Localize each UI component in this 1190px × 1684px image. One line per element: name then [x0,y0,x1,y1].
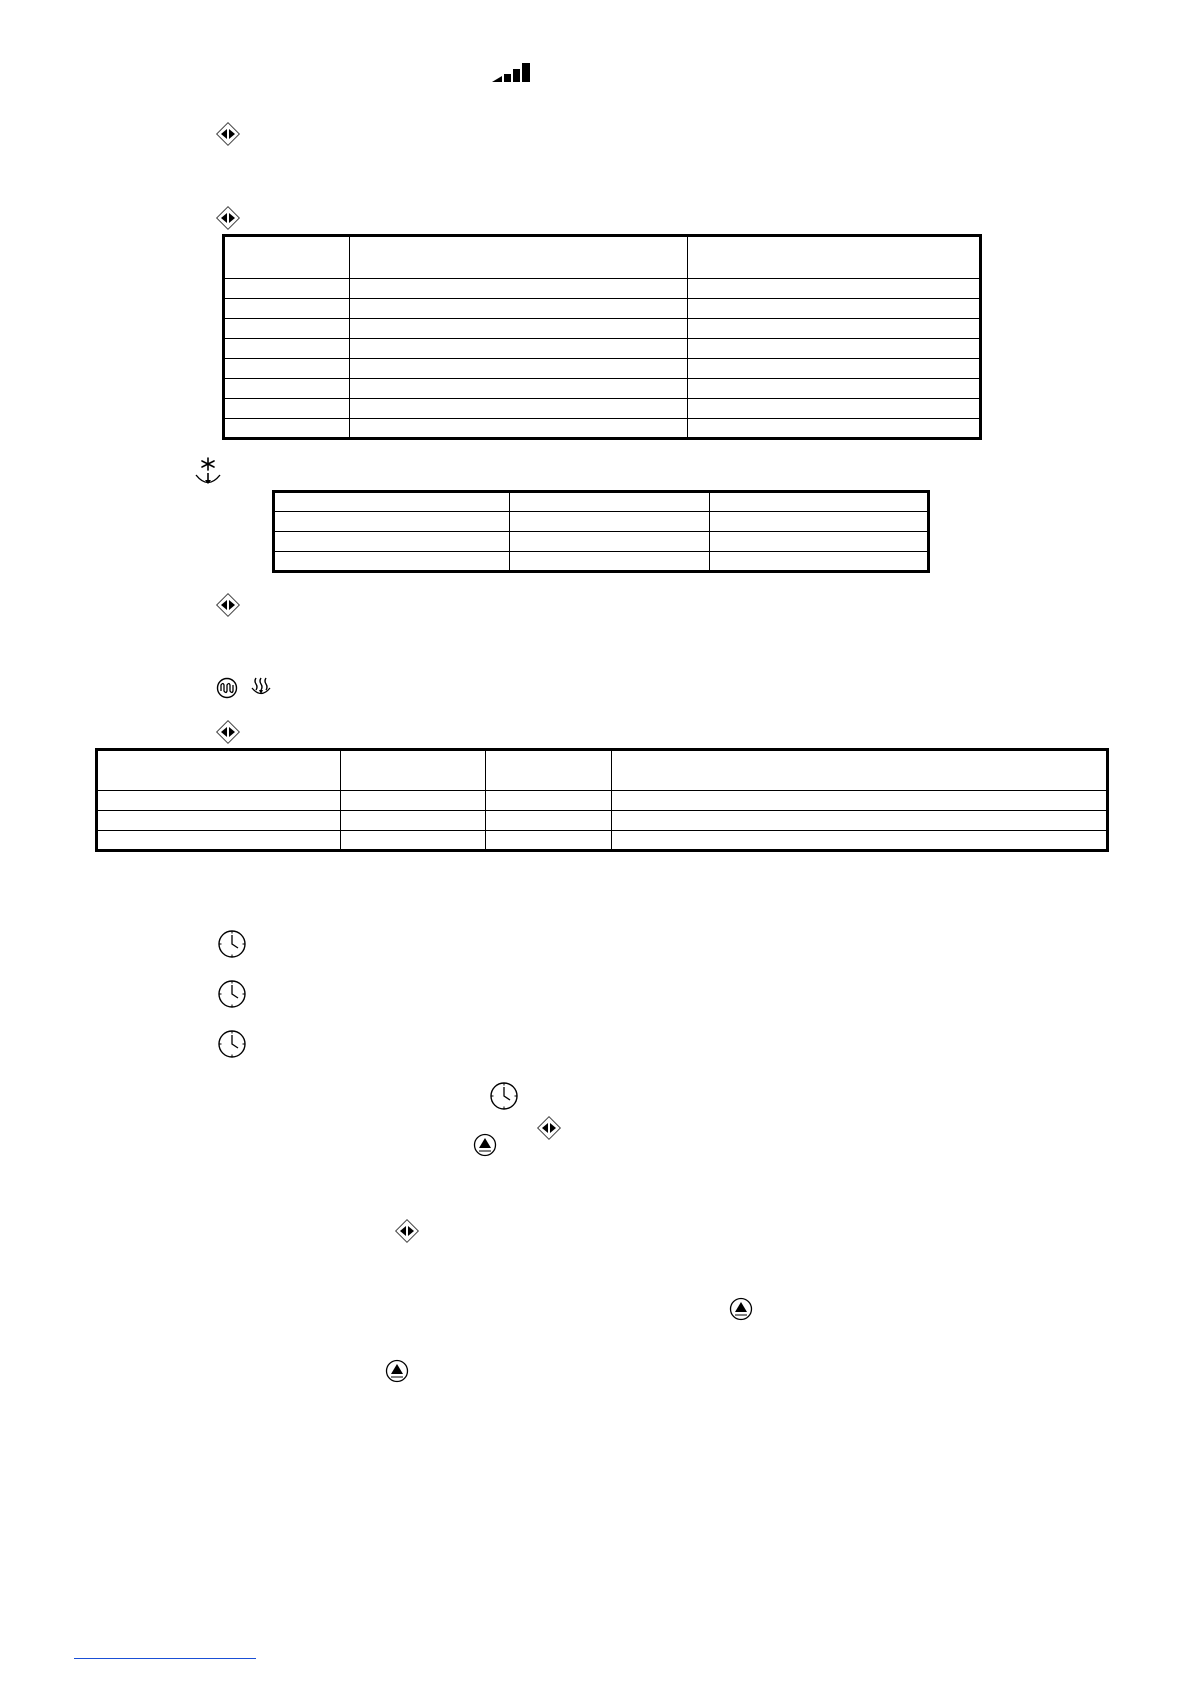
table-cell [688,399,981,419]
clock-icon [217,1029,247,1059]
table-cell [350,319,688,339]
clock-icon [489,1081,519,1111]
table-cell [350,399,688,419]
table-header-row [97,750,1108,791]
data-table-2 [272,490,930,573]
left-right-arrows-icon [394,1218,420,1244]
table-cell [710,532,929,552]
table-cell [688,419,981,439]
table-cell [341,791,486,811]
table-cell [97,791,341,811]
table-cell [224,279,350,299]
table-cell [224,399,350,419]
table-cell [350,419,688,439]
table-cell [224,339,350,359]
table-header-cell [350,236,688,279]
clock-icon [217,979,247,1009]
table-row [224,279,981,299]
table-row [97,791,1108,811]
table-cell [224,379,350,399]
table-cell [224,359,350,379]
table-row [224,359,981,379]
left-right-arrows-icon [215,592,241,618]
table-cell [274,532,510,552]
table-cell [688,359,981,379]
table-cell [486,811,612,831]
up-arrow-icon [729,1297,753,1321]
table-cell [350,299,688,319]
table-row [274,492,929,512]
table-row [224,319,981,339]
up-arrow-icon [385,1359,409,1383]
table-cell [710,552,929,572]
table-cell [510,532,710,552]
table-row [224,299,981,319]
table-row [224,379,981,399]
table-row [224,419,981,439]
table-row [274,532,929,552]
up-arrow-icon [473,1133,497,1157]
table-cell [688,299,981,319]
table-row [97,811,1108,831]
table-cell [341,811,486,831]
snowflake-drip-icon [193,456,223,488]
table-cell [350,339,688,359]
table-cell [710,512,929,532]
table-header-row [224,236,981,279]
table-cell [510,512,710,532]
table-cell [274,492,510,512]
table-cell [510,492,710,512]
table-cell [224,319,350,339]
table-row [274,512,929,532]
table-cell [688,279,981,299]
left-right-arrows-icon [215,121,241,147]
table-header-cell [97,750,341,791]
table-cell [688,339,981,359]
left-right-arrows-icon [536,1115,562,1141]
table-cell [688,319,981,339]
data-table-1 [222,234,982,440]
data-table-3 [95,748,1109,852]
table-header-cell [224,236,350,279]
table-cell [97,811,341,831]
table-header-cell [688,236,981,279]
table-row [224,399,981,419]
table-cell [486,831,612,851]
table-cell [350,379,688,399]
table-cell [486,791,612,811]
table-header-cell [612,750,1108,791]
left-right-arrows-icon [215,719,241,745]
table-cell [510,552,710,572]
left-right-arrows-icon [215,205,241,231]
table-cell [710,492,929,512]
table-cell [97,831,341,851]
steam-heat-icon [249,675,273,699]
signal-strength-icon [492,62,532,82]
table-cell [274,552,510,572]
table-row [97,831,1108,851]
table-cell [612,811,1108,831]
table-row [224,339,981,359]
clock-icon [217,929,247,959]
table-cell [274,512,510,532]
table-cell [350,279,688,299]
table-cell [341,831,486,851]
table-cell [350,359,688,379]
table-cell [688,379,981,399]
table-cell [612,831,1108,851]
heating-coil-icon [216,677,238,699]
table-cell [224,419,350,439]
table-header-cell [341,750,486,791]
table-header-cell [486,750,612,791]
table-cell [612,791,1108,811]
table-cell [224,299,350,319]
footer-link-underline[interactable] [74,1658,256,1659]
table-row [274,552,929,572]
